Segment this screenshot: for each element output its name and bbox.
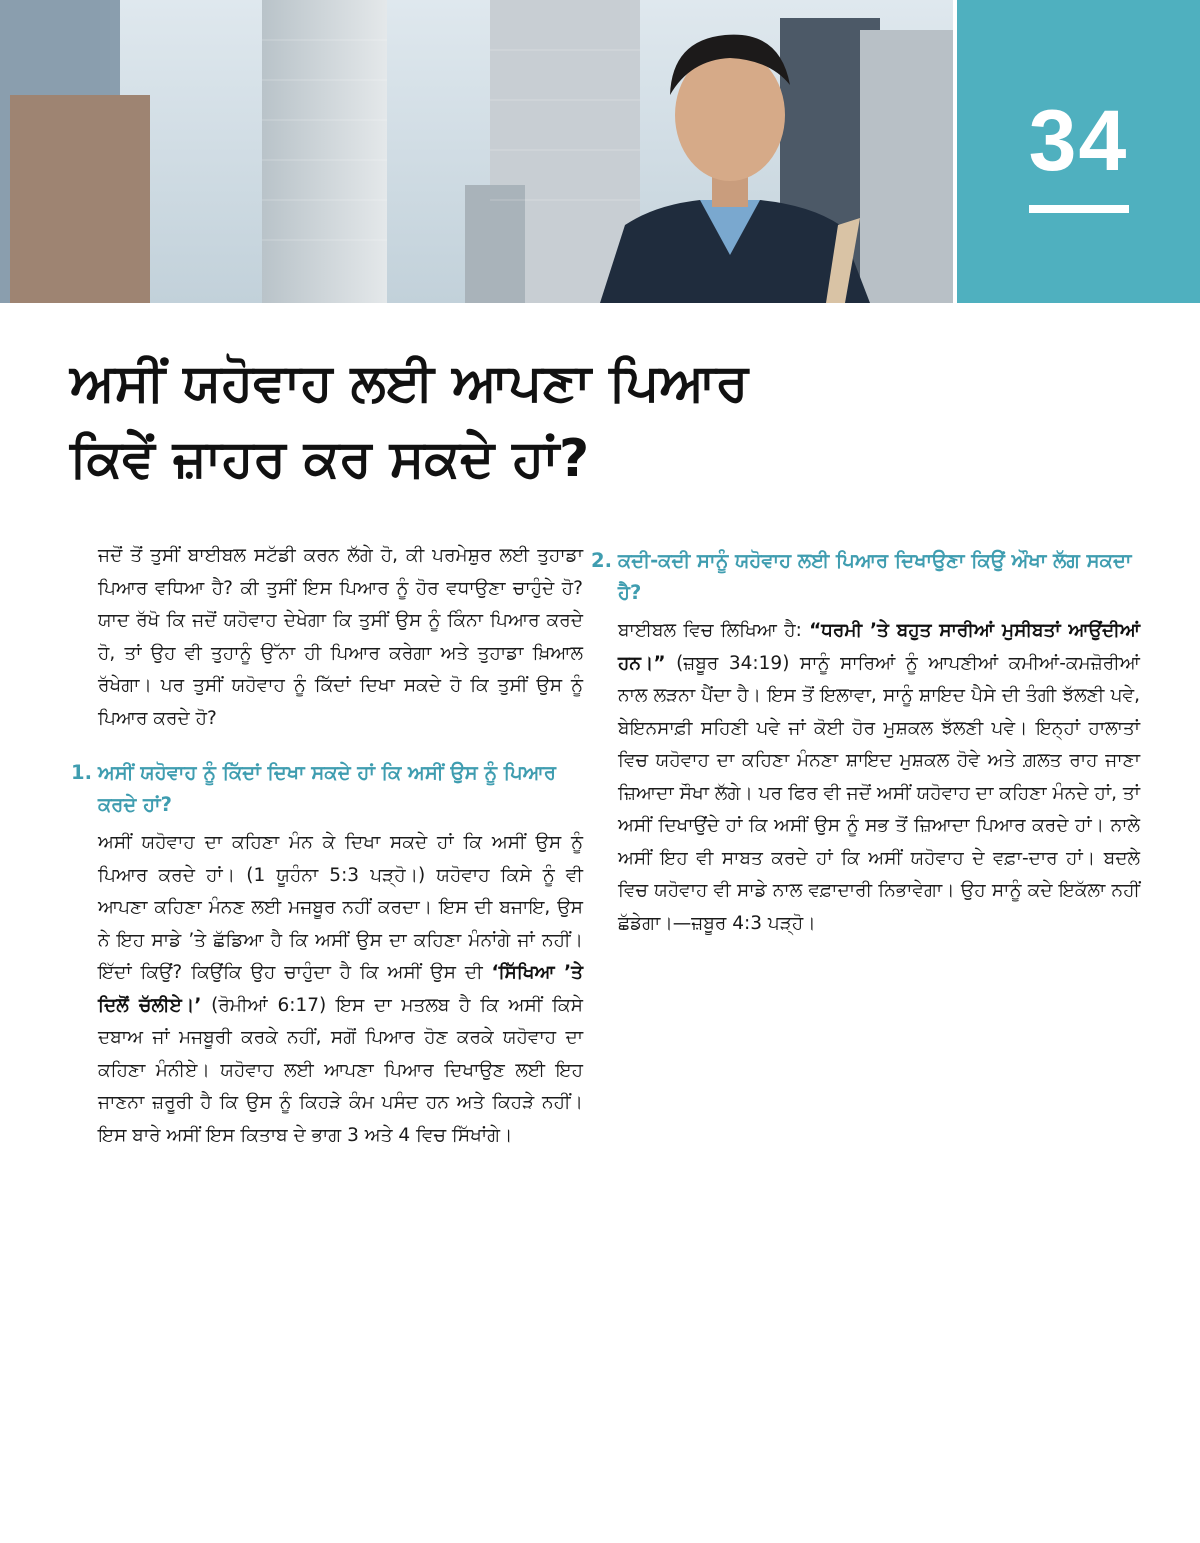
section-2-question-text: ਕਦੀ-ਕਦੀ ਸਾਨੂੰ ਯਹੋਵਾਹ ਲਈ ਪਿਆਰ ਦਿਖਾਉਣਾ ਕਿਉਂ ਔਖਾ ਲੱਗ ਸਕਦਾ ਹੈ?	[618, 549, 1132, 604]
section-1-question-text: ਅਸੀਂ ਯਹੋਵਾਹ ਨੂੰ ਕਿੱਦਾਂ ਦਿਖਾ ਸਕਦੇ ਹਾਂ ਕਿ ਅਸੀਂ ਉਸ ਨੂੰ ਪਿਆਰ ਕਰਦੇ ਹਾਂ?	[98, 761, 556, 816]
section-2-question	[591, 545, 1140, 609]
section-1-number: 1.	[71, 761, 92, 784]
section-1-body-b: (ਰੋਮੀਆਂ 6:17) ਇਸ ਦਾ ਮਤਲਬ ਹੈ ਕਿ ਅਸੀਂ ਕਿਸੇ ਦਬਾਅ ਜਾਂ ਮਜਬੂਰੀ ਕਰਕੇ ਨਹੀਂ, ਸਗੋਂ ਪਿਆਰ ਹੋਣ ਕਰਕੇ ਯਹੋਵਾਹ ਦਾ ਕਹਿਣਾ ਮੰਨੀਏ। ਯਹੋਵਾਹ ਲਈ ਆਪਣਾ ਪਿਆਰ ਦਿਖਾਉਣ ਲਈ ਇਹ ਜਾਣਨਾ ਜ਼ਰੂਰੀ ਹੈ ਕਿ ਉਸ ਨੂੰ ਕਿਹੜੇ ਕੰਮ ਪਸੰਦ ਹਨ ਅਤੇ ਕਿਹੜੇ ਨਹੀਂ। ਇਸ ਬਾਰੇ ਅਸੀਂ ਇਸ ਕਿਤਾਬ ਦੇ ਭਾਗ 3 ਅਤੇ 4 ਵਿਚ ਸਿੱਖਾਂਗੇ।	[98, 994, 583, 1146]
intro-paragraph: ਜਦੋਂ ਤੋਂ ਤੁਸੀਂ ਬਾਈਬਲ ਸਟੱਡੀ ਕਰਨ ਲੱਗੇ ਹੋ, ਕੀ ਪਰਮੇਸ਼ੁਰ ਲਈ ਤੁਹਾਡਾ ਪਿਆਰ ਵਧਿਆ ਹੈ? ਕੀ ਤੁਸੀਂ ਇਸ ਪਿਆਰ ਨੂੰ ਹੋਰ ਵਧਾਉਣਾ ਚਾਹੁੰਦੇ ਹੋ? ਯਾਦ ਰੱਖੋ ਕਿ ਜਦੋਂ ਯਹੋਵਾਹ ਦੇਖੇਗਾ ਕਿ ਤੁਸੀਂ ਉਸ ਨੂੰ ਕਿੰਨਾ ਪਿਆਰ ਕਰਦੇ ਹੋ, ਤਾਂ ਉਹ ਵੀ ਤੁਹਾਨੂੰ ਉੱਨਾ ਹੀ ਪਿਆਰ ਕਰੇਗਾ ਅਤੇ ਤੁਹਾਡਾ ਖ਼ਿਆਲ ਰੱਖੇਗਾ। ਪਰ ਤੁਸੀਂ ਯਹੋਵਾਹ ਨੂੰ ਕਿੱਦਾਂ ਦਿਖਾ ਸਕਦੇ ਹੋ ਕਿ ਤੁਸੀਂ ਉਸ ਨੂੰ ਪਿਆਰ ਕਰਦੇ ਹੋ?	[98, 545, 583, 729]
section-1-body-a: ਅਸੀਂ ਯਹੋਵਾਹ ਦਾ ਕਹਿਣਾ ਮੰਨ ਕੇ ਦਿਖਾ ਸਕਦੇ ਹਾਂ ਕਿ ਅਸੀਂ ਉਸ ਨੂੰ ਪਿਆਰ ਕਰਦੇ ਹਾਂ। (1 ਯੂਹੰਨਾ 5:3 ਪੜ੍ਹੋ।) ਯਹੋਵਾਹ ਕਿਸੇ ਨੂੰ ਵੀ ਆਪਣਾ ਕਹਿਣਾ ਮੰਨਣ ਲਈ ਮਜਬੂਰ ਨਹੀਂ ਕਰਦਾ। ਇਸ ਦੀ ਬਜਾਇ, ਉਸ ਨੇ ਇਹ ਸਾਡੇ ’ਤੇ ਛੱਡਿਆ ਹੈ ਕਿ ਅਸੀਂ ਉਸ ਦਾ ਕਹਿਣਾ ਮੰਨਾਂਗੇ ਜਾਂ ਨਹੀਂ। ਇੱਦਾਂ ਕਿਉਂ? ਕਿਉਂਕਿ ਉਹ ਚਾਹੁੰਦਾ ਹੈ ਕਿ ਅਸੀਂ ਉਸ ਦੀ	[98, 832, 583, 983]
right-column	[591, 545, 1141, 940]
section-2-body	[618, 615, 1140, 940]
lesson-number: 34	[1028, 93, 1129, 189]
section-2-scripture-quote: “ਧਰਮੀ ’ਤੇ ਬਹੁਤ ਸਾਰੀਆਂ ਮੁਸੀਬਤਾਂ ਆਉਂਦੀਆਂ ਹਨ।”	[618, 620, 1141, 674]
section-1-scripture-quote: ‘ਸਿੱਖਿਆ ’ਤੇ ਦਿਲੋਂ ਚੱਲੀਏ।’	[98, 962, 583, 1016]
section-2-number: 2.	[591, 549, 612, 572]
section-2-body-b: (ਜ਼ਬੂਰ 34:19) ਸਾਨੂੰ ਸਾਰਿਆਂ ਨੂੰ ਆਪਣੀਆਂ ਕਮੀਆਂ-ਕਮਜ਼ੋਰੀਆਂ ਨਾਲ ਲੜਨਾ ਪੈਂਦਾ ਹੈ। ਇਸ ਤੋਂ ਇਲਾਵਾ, ਸਾਨੂੰ ਸ਼ਾਇਦ ਪੈਸੇ ਦੀ ਤੰਗੀ ਝੱਲਣੀ ਪਵੇ, ਬੇਇਨਸਾਫ਼ੀ ਸਹਿਣੀ ਪਵੇ ਜਾਂ ਕੋਈ ਹੋਰ ਮੁਸ਼ਕਲ ਝੱਲਣੀ ਪਵੇ। ਇਨ੍ਹਾਂ ਹਾਲਾਤਾਂ ਵਿਚ ਯਹੋਵਾਹ ਦਾ ਕਹਿਣਾ ਮੰਨਣਾ ਸ਼ਾਇਦ ਮੁਸ਼ਕਲ ਹੋਵੇ ਅਤੇ ਗ਼ਲਤ ਰਾਹ ਜਾਣਾ ਜ਼ਿਆਦਾ ਸੌਖਾ ਲੱਗੇ। ਪਰ ਫਿਰ ਵੀ ਜਦੋਂ ਅਸੀਂ ਯਹੋਵਾਹ ਦਾ ਕਹਿਣਾ ਮੰਨਦੇ ਹਾਂ, ਤਾਂ ਅਸੀਂ ਦਿਖਾਉਂਦੇ ਹਾਂ ਕਿ ਅਸੀਂ ਉਸ ਨੂੰ ਸਭ ਤੋਂ ਜ਼ਿਆਦਾ ਪਿਆਰ ਕਰਦੇ ਹਾਂ। ਨਾਲੇ ਅਸੀਂ ਇਹ ਵੀ ਸਾਬਤ ਕਰਦੇ ਹਾਂ ਕਿ ਅਸੀਂ ਯਹੋਵਾਹ ਦੇ ਵਫ਼ਾ-ਦਾਰ ਹਾਂ। ਬਦਲੇ ਵਿਚ ਯਹੋਵਾਹ ਵੀ ਸਾਡੇ ਨਾਲ ਵਫ਼ਾਦਾਰੀ ਨਿਭਾਵੇਗਾ। ਉਹ ਸਾਨੂੰ ਕਦੇ ਇਕੱਲਾ ਨਹੀਂ ਛੱਡੇਗਾ।—ਜ਼ਬੂਰ 4:3 ਪੜ੍ਹੋ।	[618, 652, 1140, 934]
section-1-question	[71, 757, 583, 821]
section-1-body	[98, 827, 583, 1152]
section-2-body-a: ਬਾਈਬਲ ਵਿਚ ਲਿਖਿਆ ਹੈ:	[618, 620, 810, 641]
badge-underline	[1029, 205, 1129, 213]
title-line-2: ਕਿਵੇਂ ਜ਼ਾਹਰ ਕਰ ਸਕਦੇ ਹਾਂ?	[70, 429, 590, 489]
lesson-badge	[957, 0, 1200, 303]
title-line-1: ਅਸੀਂ ਯਹੋਵਾਹ ਲਈ ਆਪਣਾ ਪਿਆਰ	[70, 353, 749, 413]
left-column	[71, 540, 583, 1152]
page-title	[70, 345, 970, 497]
hero-photo	[0, 0, 953, 303]
city-man-illustration	[0, 0, 953, 303]
